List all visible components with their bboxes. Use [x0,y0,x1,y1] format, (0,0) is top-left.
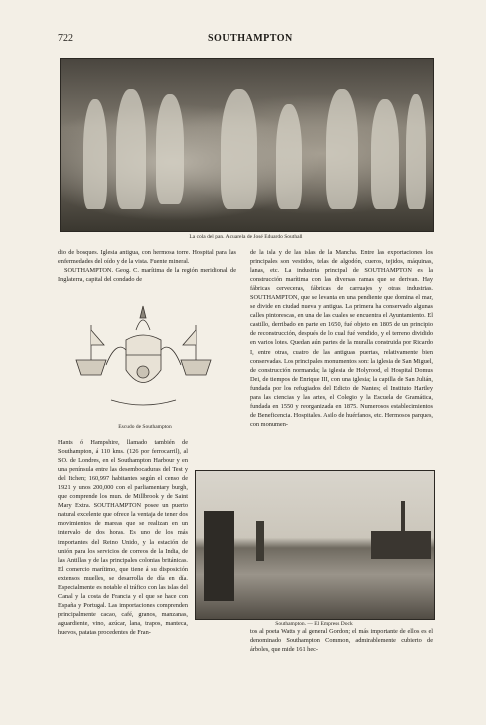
photo-figure-shape [83,99,107,209]
photo-bread-queue [60,58,434,232]
paragraph: Hants ó Hampshire, llamado también de Southampton, á 110 kms. (126 por ferrocarril), al SO. de Londres, en el Southampton Harbour y en una península entre las desembocaduras del Test y del Itchen; 160,997 habitantes según el censo de 1921 y unos 200,000 con el parliamentary burgh, que comprende los mun. de Millbrook y de Saint Mary Extra. SOUTHAMPTON posee un puerto natural excelente que ofrece la ventaja de tener dos movimientos de mareas que se realizan en un intervalo de dos horas. Es uno de los más importantes del Reino Unido, y la estación de unión para los servicios de correos de la India, de las Antillas y de las principales colonias británicas. El comercio marítimo, que tiene á su disposición extensos muelles, se desarrolla de día en día. Especialmente es notable el tráfico con las islas del Canal y la costa de Francia y el que se hace con España y Portugal. Las importaciones comprenden principalmente cacao, café, granos, manzanas, aguardiente, vino, azúcar, lana, trapos, manteca, huevos, patatas procedentes de Fran- [58,439,188,636]
photo1-caption: La cola del pan. Acuarela de José Eduardo Southall [189,234,303,240]
photo-ship-shape [204,511,234,601]
paragraph: dio de bosques. Iglesia antigua, con hermosa torre. Hospital para las enfermedades del oído y de la vista. Fuente mineral. [58,249,236,266]
ship-right [181,360,211,375]
photo-figure-shape [116,89,146,209]
photo-figure-shape [326,89,358,209]
paragraph: tos al poeta Watts y al general Gordon; el más importante de ellos es el denominado Southampton Common, admirablemente cubierto de árboles, que mide 161 hec- [250,628,433,654]
page-number: 722 [58,33,73,44]
photo-figure-shape [276,104,302,209]
photo-figure-shape [406,94,426,209]
photo-crane-shape [256,521,264,561]
entry-southampton: SOUTHAMPTON. Geog. C. marítima de la región meridional de Inglaterra, capital del condado de [58,267,236,284]
coat-of-arms-illustration [66,300,221,415]
column-1-bottom [58,438,188,637]
column-1-top [58,248,236,284]
photo-figure-shape [156,94,184,204]
ship-left [76,360,106,375]
page-header [58,33,440,47]
photo-figure-shape [221,89,257,209]
running-head: SOUTHAMPTON [208,33,293,44]
shield-caption: Escudo de Southampton [118,424,172,430]
column-2-top [250,248,433,429]
photo-steamer-shape [371,531,431,559]
photo-funnel-shape [401,501,405,533]
photo-figure-shape [371,99,399,209]
column-2-bottom [250,627,433,654]
paragraph: de la isla y de las islas de la Mancha. Entre las exportaciones los principales son vestidos, telas de algodón, cueros, tejidos, máquinas, lanas, etc. La industria principal de SOUTHAMPTON es la construcción marítima con las diversas ramas que se derivan. Hay fábricas cerveceras, fábricas de carruajes y otras industrias. SOUTHAMPTON, que se levanta en una pendiente que domina el mar, se divide en ciudad nueva y antigua. La primera ha conservado algunas calles pintorescas, en una de las cuales se encuentra el Ayuntamiento. El castillo, derribado en parte en 1650, fué objeto en 1805 de un principio de reconstrucción, después de lo cual fué vendido, y el terreno dividido en varios lotes. Quedan aún partes de la muralla construida por Ricardo I, entre otras, cuatro de las antiguas puertas, relativamente bien conservadas. Los principales monumentos son: la iglesia de San Miguel, de construcción normanda; la iglesia de Holyrood, el Hospital Domus Dei, de tiempos de Enrique III, con una iglesia; la capilla de San Julián, fundada por los refugiados del Edicto de Nantes; el Instituto Hartley para las ciencias y las artes, el Colegio y la Escuela de Gramática, fundada en 1550 y reorganizada en 1875. Numerosos establecimientos de Beneficencia. Hospitales. Asilo de huérfanos, etc. Hermosos parques, con monumen- [250,249,433,428]
photo2-caption: Southampton. — El Empress Dock [275,621,353,627]
photo-empress-dock [195,470,435,620]
